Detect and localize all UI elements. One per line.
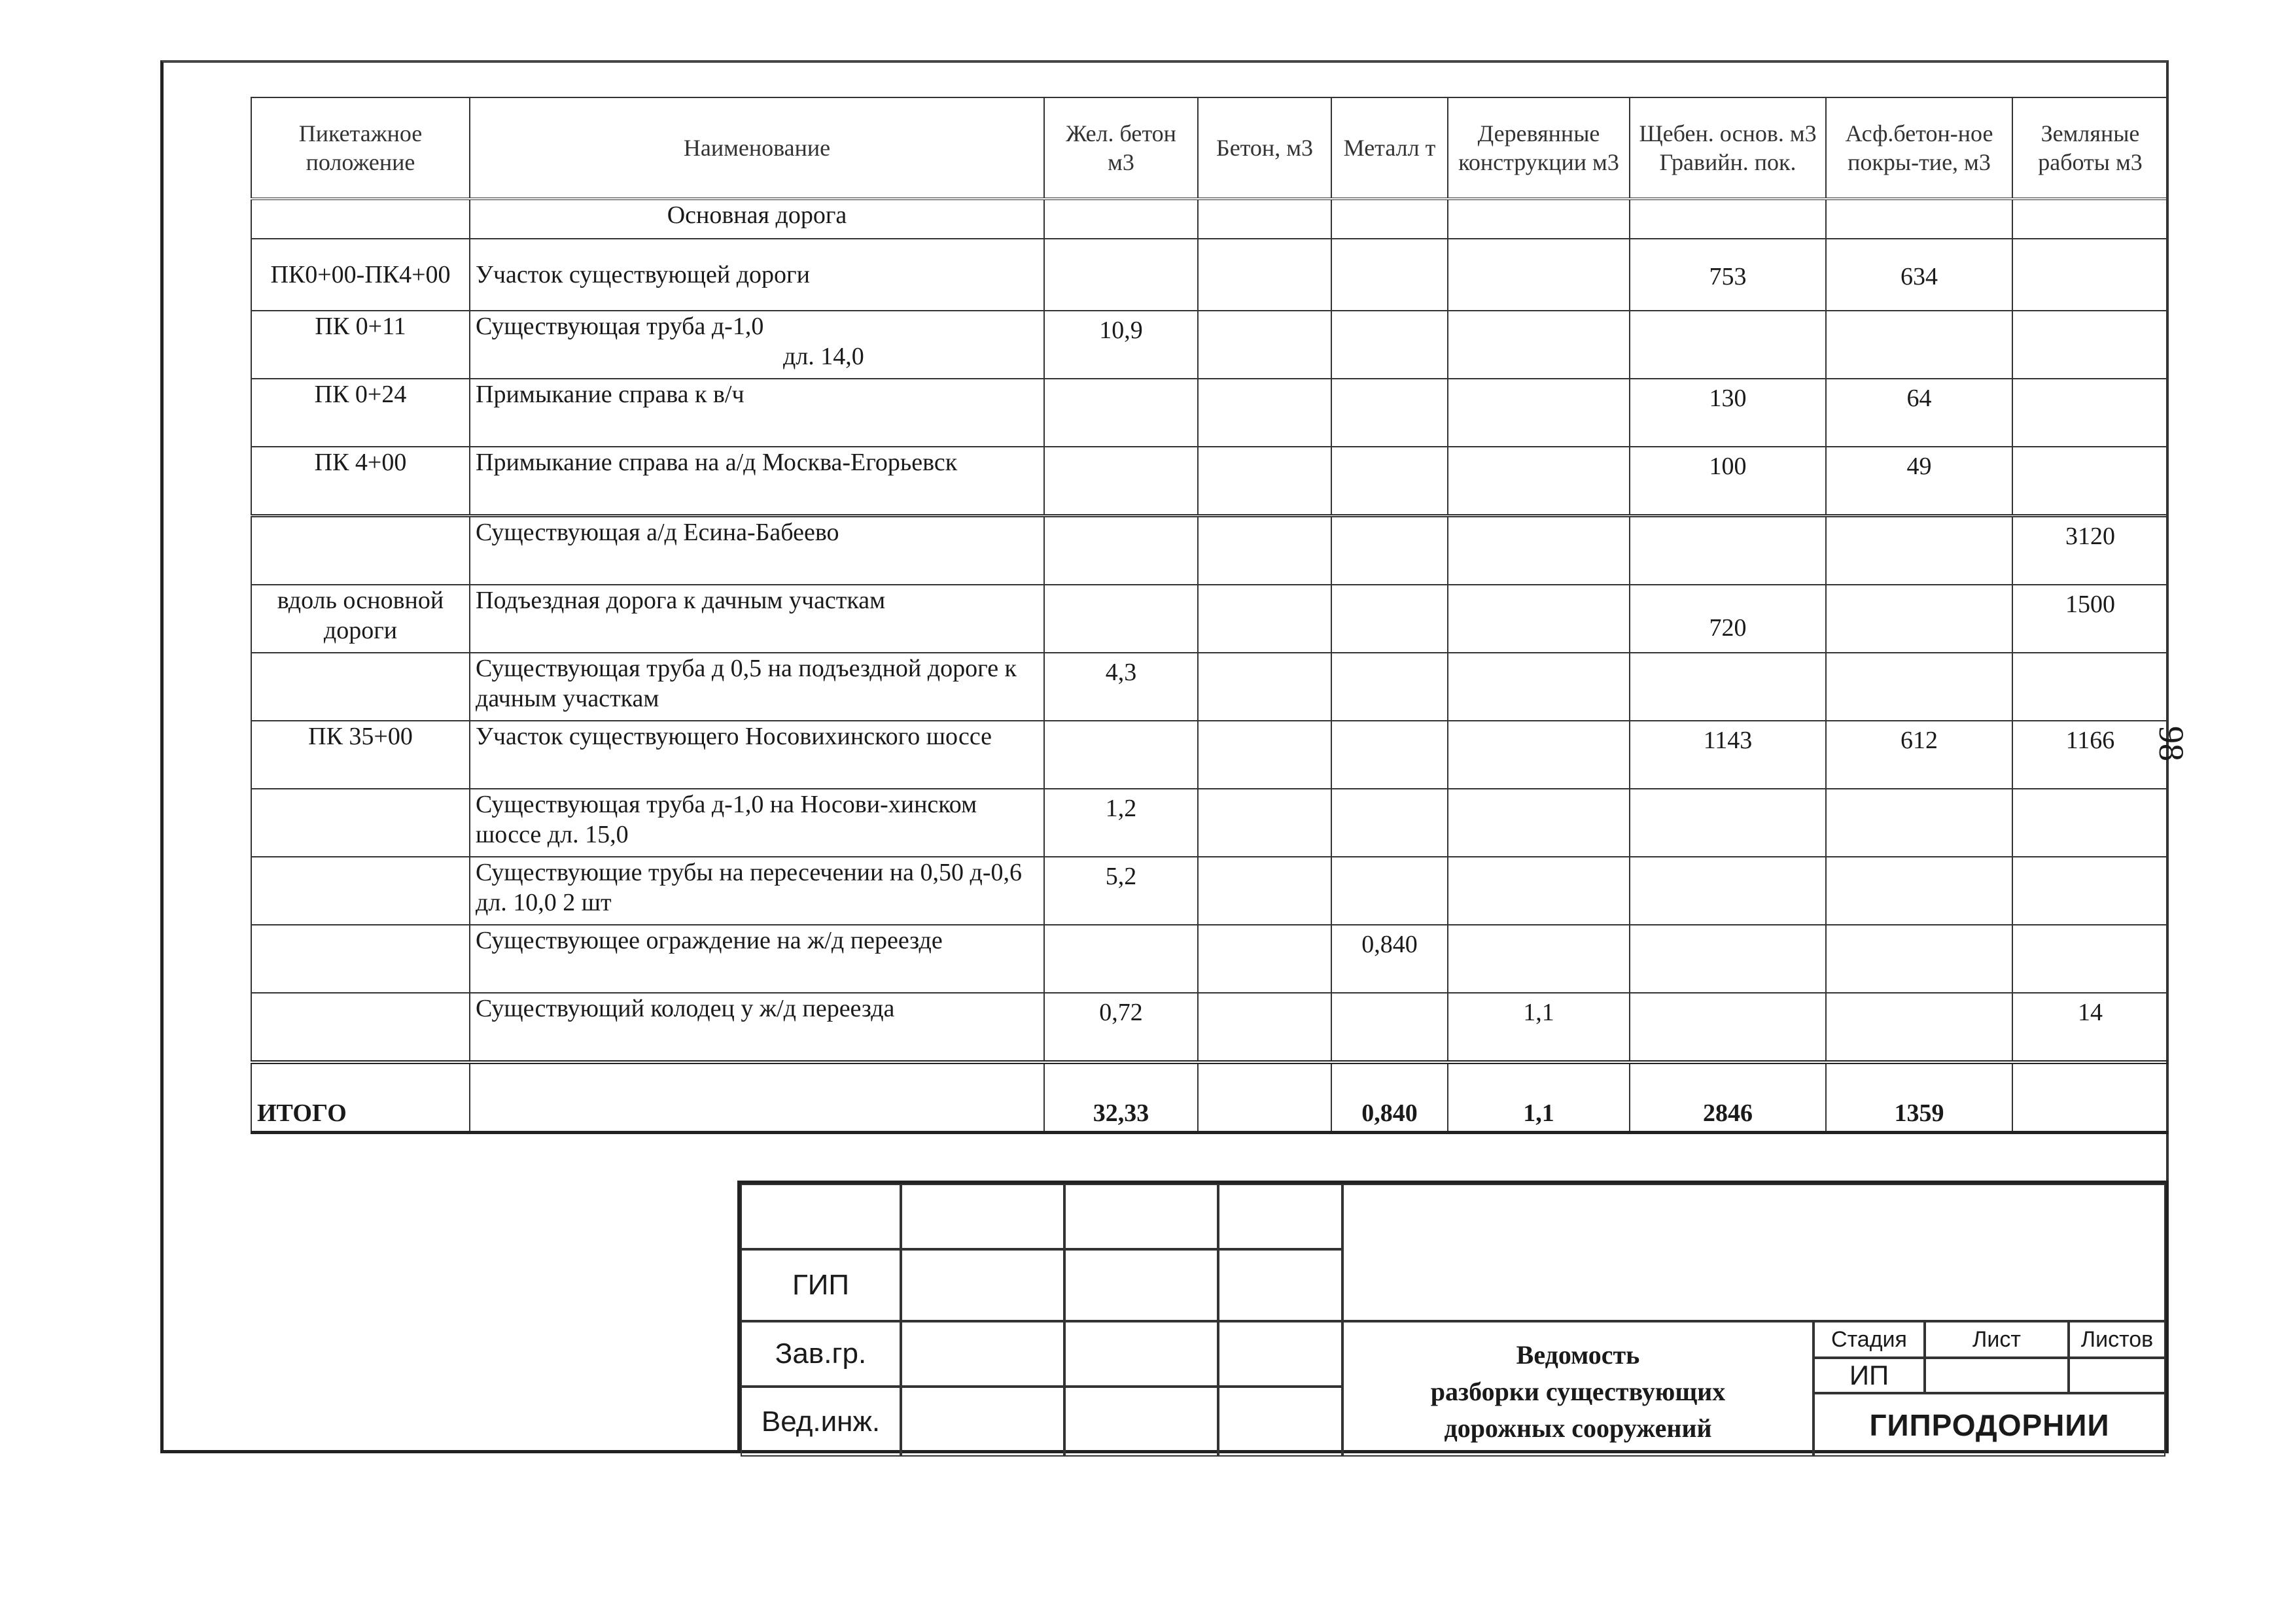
cell-shcheben xyxy=(1630,925,1826,993)
stamp-cell xyxy=(901,1387,1064,1457)
cell-shcheben xyxy=(1630,653,1826,721)
cell-zhb xyxy=(1044,447,1198,516)
table-row xyxy=(251,993,2168,1062)
cell-zem xyxy=(2012,447,2168,516)
cell-shcheben: 1143 xyxy=(1630,721,1826,789)
stamp-cell xyxy=(901,1321,1064,1387)
cell-shcheben xyxy=(1630,585,1826,653)
cell-position xyxy=(251,789,470,857)
total-zhb: 32,33 xyxy=(1044,1062,1198,1133)
header-name: Наименование xyxy=(470,97,1044,199)
cell-asf xyxy=(1826,585,2012,653)
stage-value: ИП xyxy=(1813,1358,1925,1393)
cell-name: Существующие трубы на пересечении на 0,50 д-0,6 дл. 10,0 2 шт xyxy=(470,857,1044,925)
sheet-value xyxy=(1925,1358,2069,1393)
stamp-cell xyxy=(901,1184,1064,1249)
cell-beton xyxy=(1198,311,1331,379)
total-row xyxy=(251,1062,2168,1133)
cell-name xyxy=(470,311,1044,379)
dismantling-table xyxy=(251,97,2169,1134)
section-row xyxy=(251,199,2168,239)
cell-position xyxy=(251,857,470,925)
stamp-cell xyxy=(1218,1249,1342,1321)
cell-shcheben-value: 720 xyxy=(1709,614,1747,642)
cell-zem xyxy=(2012,311,2168,379)
cell-name: Существующая труба д 0,5 на подъездной дороге к дачным участкам xyxy=(470,653,1044,721)
cell-zhb: 4,3 xyxy=(1044,653,1198,721)
cell-name: Участок существующей дороги xyxy=(470,239,1044,311)
cell-asf xyxy=(1826,925,2012,993)
cell-zem xyxy=(2012,379,2168,447)
title-block xyxy=(737,1181,2169,1453)
header-asphalt: Асф.бетон-ное покры-тие, м3 xyxy=(1826,97,2012,199)
cell-asf: 64 xyxy=(1826,379,2012,447)
header-row xyxy=(251,97,2168,199)
cell-zem xyxy=(2012,857,2168,925)
stamp-cell xyxy=(1064,1321,1218,1387)
header-metal: Металл т xyxy=(1331,97,1448,199)
cell-shcheben xyxy=(1630,857,1826,925)
cell-derevo xyxy=(1448,721,1630,789)
table-row xyxy=(251,379,2168,447)
stamp-cell xyxy=(741,1184,901,1249)
cell-derevo xyxy=(1448,447,1630,516)
cell-zhb: 10,9 xyxy=(1044,311,1198,379)
stamp-cell xyxy=(1218,1321,1342,1387)
table-row xyxy=(251,311,2168,379)
cell-zem: 1166 xyxy=(2012,721,2168,789)
cell-name-note: дл. 14,0 xyxy=(783,343,864,370)
cell-name: Существующий колодец у ж/д переезда xyxy=(470,993,1044,1062)
document-title xyxy=(1342,1321,1813,1457)
cell-zem: 3120 xyxy=(2012,516,2168,585)
cell-beton xyxy=(1198,653,1331,721)
cell-beton xyxy=(1198,925,1331,993)
table-row xyxy=(251,789,2168,857)
cell-shcheben xyxy=(1630,993,1826,1062)
cell-beton xyxy=(1198,239,1331,311)
cell-asf xyxy=(1826,857,2012,925)
cell-shcheben: 130 xyxy=(1630,379,1826,447)
cell-zem xyxy=(2012,239,2168,311)
header-wood: Деревянные конструкции м3 xyxy=(1448,97,1630,199)
total-shcheben: 2846 xyxy=(1630,1062,1826,1133)
cell-derevo: 1,1 xyxy=(1448,993,1630,1062)
cell-name: Существующая а/д Есина-Бабеево xyxy=(470,516,1044,585)
cell-zhb: 0,72 xyxy=(1044,993,1198,1062)
cell-position: ПК 0+24 xyxy=(251,379,470,447)
cell-asf: 634 xyxy=(1826,239,2012,311)
total-derevo: 1,1 xyxy=(1448,1062,1630,1133)
cell-zem: 14 xyxy=(2012,993,2168,1062)
table-row xyxy=(251,925,2168,993)
section-title: Основная дорога xyxy=(667,201,847,229)
table-row xyxy=(251,653,2168,721)
cell-metal: 0,840 xyxy=(1331,925,1448,993)
cell-position: ПК 35+00 xyxy=(251,721,470,789)
cell-position xyxy=(251,993,470,1062)
cell-zem xyxy=(2012,653,2168,721)
cell-zhb xyxy=(1044,925,1198,993)
role-vedinzh: Вед.инж. xyxy=(741,1387,901,1457)
cell-zem: 1500 xyxy=(2012,585,2168,653)
cell-position xyxy=(251,516,470,585)
stamp-cell xyxy=(1064,1387,1218,1457)
title-line-1: Ведомость xyxy=(1516,1340,1640,1370)
stamp-cell xyxy=(1218,1184,1342,1249)
cell-derevo xyxy=(1448,239,1630,311)
cell-name: Существующее ограждение на ж/д переезде xyxy=(470,925,1044,993)
cell-position: вдоль основной дороги xyxy=(251,585,470,653)
cell-shcheben xyxy=(1630,789,1826,857)
cell-asf xyxy=(1826,516,2012,585)
cell-position: ПК 4+00 xyxy=(251,447,470,516)
table-row xyxy=(251,857,2168,925)
cell-derevo xyxy=(1448,516,1630,585)
header-reinforced-concrete: Жел. бетон м3 xyxy=(1044,97,1198,199)
title-line-3: дорожных сооружений xyxy=(1444,1413,1712,1443)
cell-derevo xyxy=(1448,925,1630,993)
cell-position: ПК0+00-ПК4+00 xyxy=(251,239,470,311)
cell-derevo xyxy=(1448,585,1630,653)
cell-name: Примыкание справа к в/ч xyxy=(470,379,1044,447)
title-line-2: разборки существующих xyxy=(1430,1377,1726,1406)
role-gip: ГИП xyxy=(741,1249,901,1321)
stamp-blank-area xyxy=(1342,1184,2165,1321)
stage-label: Стадия xyxy=(1813,1321,1925,1358)
cell-zhb xyxy=(1044,516,1198,585)
cell-shcheben xyxy=(1630,311,1826,379)
cell-derevo xyxy=(1448,789,1630,857)
cell-zhb xyxy=(1044,585,1198,653)
total-label: ИТОГО xyxy=(251,1062,470,1133)
cell-zhb xyxy=(1044,239,1198,311)
cell-asf xyxy=(1826,993,2012,1062)
table-row xyxy=(251,516,2168,585)
cell-beton xyxy=(1198,789,1331,857)
cell-asf xyxy=(1826,311,2012,379)
cell-name: Существующая труба д-1,0 на Носови-хинском шоссе дл. 15,0 xyxy=(470,789,1044,857)
total-beton xyxy=(1198,1062,1331,1133)
sheets-label: Листов xyxy=(2069,1321,2165,1358)
cell-beton xyxy=(1198,857,1331,925)
organization-name: ГИПРОДОРНИИ xyxy=(1813,1393,2165,1457)
cell-zhb: 5,2 xyxy=(1044,857,1198,925)
cell-metal xyxy=(1331,239,1448,311)
cell-beton xyxy=(1198,721,1331,789)
cell-position xyxy=(251,653,470,721)
total-metal: 0,840 xyxy=(1331,1062,1448,1133)
cell-beton xyxy=(1198,447,1331,516)
cell-metal xyxy=(1331,789,1448,857)
total-asf: 1359 xyxy=(1826,1062,2012,1133)
header-position: Пикетажное положение xyxy=(251,97,470,199)
cell-metal xyxy=(1331,311,1448,379)
cell-beton xyxy=(1198,993,1331,1062)
stamp-cell xyxy=(1064,1249,1218,1321)
stamp-cell xyxy=(1218,1387,1342,1457)
cell-zhb: 1,2 xyxy=(1044,789,1198,857)
cell-metal xyxy=(1331,993,1448,1062)
page-number: 98 xyxy=(2152,726,2191,761)
cell-derevo xyxy=(1448,653,1630,721)
cell-derevo xyxy=(1448,857,1630,925)
table-row xyxy=(251,721,2168,789)
cell-asf xyxy=(1826,789,2012,857)
header-crushed-stone: Щебен. основ. м3 Гравийн. пок. xyxy=(1630,97,1826,199)
cell-zhb xyxy=(1044,721,1198,789)
cell-metal xyxy=(1331,516,1448,585)
table-row xyxy=(251,447,2168,516)
cell-metal xyxy=(1331,585,1448,653)
cell-metal xyxy=(1331,379,1448,447)
stamp-cell xyxy=(1064,1184,1218,1249)
cell-name-line: Существующая труба д-1,0 xyxy=(476,313,764,340)
header-concrete: Бетон, м3 xyxy=(1198,97,1331,199)
cell-name: Примыкание справа на а/д Москва-Егорьевск xyxy=(470,447,1044,516)
header-earthworks: Земляные работы м3 xyxy=(2012,97,2168,199)
cell-asf xyxy=(1826,653,2012,721)
cell-beton xyxy=(1198,516,1331,585)
cell-beton xyxy=(1198,585,1331,653)
cell-position xyxy=(251,925,470,993)
cell-asf: 49 xyxy=(1826,447,2012,516)
cell-position: ПК 0+11 xyxy=(251,311,470,379)
cell-beton xyxy=(1198,379,1331,447)
cell-zem xyxy=(2012,925,2168,993)
cell-shcheben: 100 xyxy=(1630,447,1826,516)
cell-metal xyxy=(1331,721,1448,789)
sheets-value xyxy=(2069,1358,2165,1393)
table-row xyxy=(251,239,2168,311)
cell-shcheben xyxy=(1630,516,1826,585)
cell-zem xyxy=(2012,789,2168,857)
cell-metal xyxy=(1331,447,1448,516)
total-zem xyxy=(2012,1062,2168,1133)
role-zavgr: Зав.гр. xyxy=(741,1321,901,1387)
cell-metal xyxy=(1331,857,1448,925)
stamp-cell xyxy=(901,1249,1064,1321)
cell-shcheben: 753 xyxy=(1630,239,1826,311)
cell-name: Подъездная дорога к дачным участкам xyxy=(470,585,1044,653)
sheet-label: Лист xyxy=(1925,1321,2069,1358)
cell-zhb xyxy=(1044,379,1198,447)
cell-derevo xyxy=(1448,379,1630,447)
table-row xyxy=(251,585,2168,653)
cell-metal xyxy=(1331,653,1448,721)
cell-derevo xyxy=(1448,311,1630,379)
cell-name: Участок существующего Носовихинского шоссе xyxy=(470,721,1044,789)
cell-asf: 612 xyxy=(1826,721,2012,789)
